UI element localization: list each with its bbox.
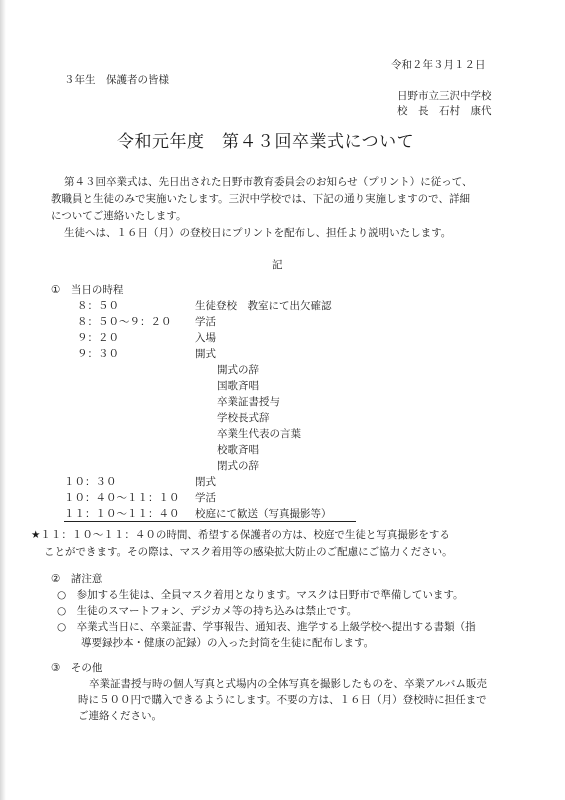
schedule-event: 学活: [195, 316, 216, 328]
school-name: 日野市立三沢中学校: [397, 90, 492, 102]
schedule-event: 校庭にて歓送（写真撮影等）: [195, 508, 332, 520]
schedule-time: ８：５０～９：２０: [77, 316, 172, 328]
section3-heading: ③ その他: [51, 662, 103, 674]
schedule-row-highlighted: [64, 509, 356, 522]
intro-line-1: 第４３回卒業式は、先日出された日野市教育委員会のお知らせ（プリント）に従って、: [64, 176, 473, 188]
schedule-event: 開式: [195, 348, 216, 360]
other-line-3: ご連絡ください。: [78, 710, 162, 722]
notice-item-continuation: 導要録抄本・健康の記録）の入った封筒を生徒に配布します。: [81, 637, 375, 649]
intro-line-2: 教職員と生徒のみで実施いたします。三沢中学校では、下記の通り実施しますので、詳細: [51, 193, 470, 205]
schedule-time: ９：２０: [77, 332, 119, 344]
schedule-time: １１：１０～１１：４０: [64, 508, 180, 520]
program-item: 校歌斉唱: [217, 444, 259, 456]
section2-heading: ② 諸注意: [51, 573, 103, 585]
program-item: 国歌斉唱: [217, 380, 259, 392]
schedule-time: １０：４０～１１：１０: [64, 492, 180, 504]
section1-heading: ① 当日の時程: [51, 284, 124, 296]
schedule-time: ９：３０: [77, 348, 119, 360]
notice-item: ○ 卒業式当日に、卒業証書、学事報告、通知表、進学する上級学校へ提出する書類（指: [57, 621, 476, 633]
ki-marker: 記: [272, 259, 283, 271]
recipient-line: ３年生 保護者の皆様: [64, 74, 169, 86]
notice-item: ○ 参加する生徒は、全員マスク着用となります。マスクは日野市で準備しています。: [57, 589, 464, 601]
schedule-event: 学活: [195, 492, 216, 504]
program-item: 学校長式辞: [217, 412, 270, 424]
document-title: 令和元年度 第４３回卒業式について: [117, 132, 415, 152]
program-item: 卒業生代表の言葉: [217, 428, 301, 440]
intro-line-4: 生徒へは、１６日（月）の登校日にプリントを配布し、担任より説明いたします。: [64, 227, 452, 239]
schedule-time: １０：３０: [64, 476, 117, 488]
star-note-line-1: ★１１：１０～１１：４０の時間、希望する保護者の方は、校庭で生徒と写真撮影をする: [31, 529, 450, 541]
other-line-1: 卒業証書授与時の個人写真と式場内の全体写真を撮影したものを、卒業アルバム販売: [89, 678, 487, 690]
scan-edge-shadow: [0, 0, 6, 800]
principal-name: 校 長 石村 康代: [397, 105, 492, 117]
schedule-event: 閉式: [195, 476, 216, 488]
program-item: 卒業証書授与: [217, 396, 280, 408]
schedule-time: ８：５０: [77, 300, 119, 312]
program-item: 開式の辞: [217, 364, 259, 376]
schedule-event: 生徒登校 教室にて出欠確認: [195, 300, 332, 312]
intro-line-3: についてご連絡いたします。: [51, 210, 187, 222]
notice-item: ○ 生徒のスマートフォン、デジカメ等の持ち込みは禁止です。: [57, 605, 358, 617]
program-item: 閉式の辞: [217, 460, 259, 472]
schedule-event: 入場: [195, 332, 216, 344]
star-note-line-2: ことができます。その際は、マスク着用等の感染拡大防止のご配慮にご協力ください。: [44, 546, 453, 558]
document-date: 令和２年３月１２日: [391, 59, 486, 71]
other-line-2: 時に５００円で購入できるようにします。不要の方は、１６日（月）登校時に担任まで: [78, 694, 487, 706]
